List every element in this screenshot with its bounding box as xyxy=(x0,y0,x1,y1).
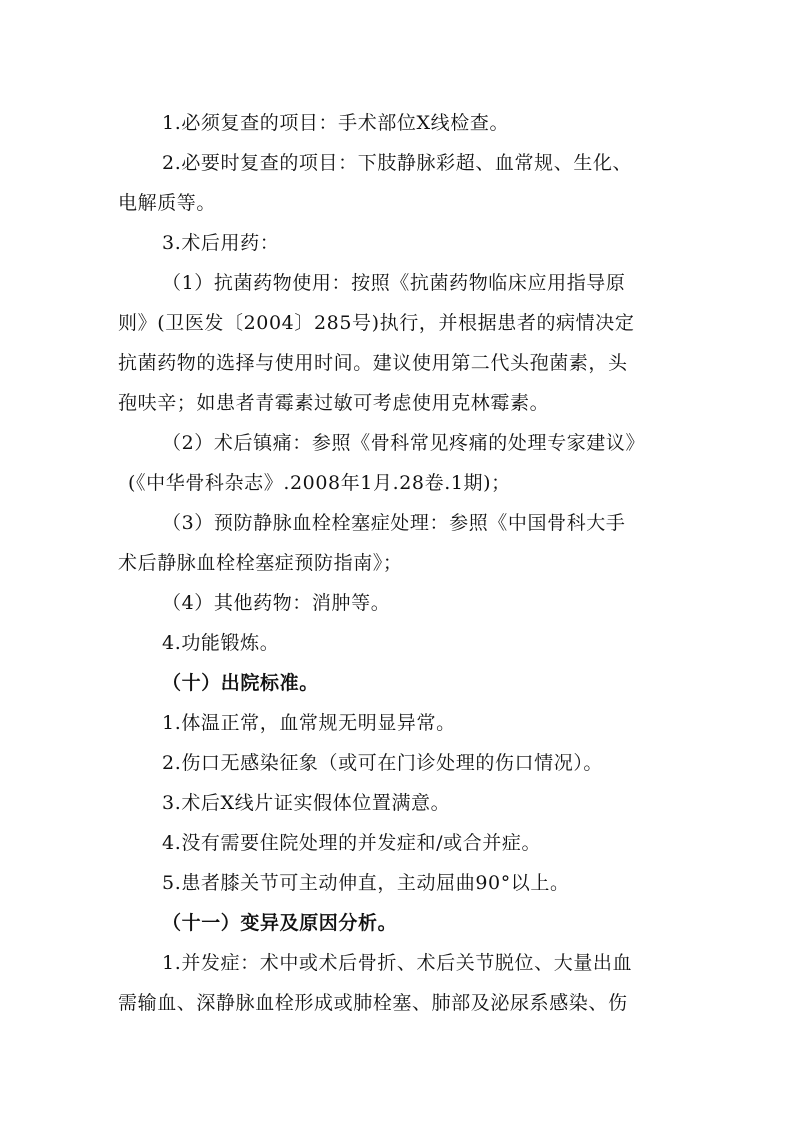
section-heading-variation-analysis: （十一）变异及原因分析。 xyxy=(162,912,398,934)
text-line-discharge-2: 2.伤口无感染征象（或可在门诊处理的伤口情况）。 xyxy=(162,752,604,774)
section-heading-discharge-criteria: （十）出院标准。 xyxy=(162,672,319,694)
text-line-antibiotics-cont-3: 孢呋辛；如患者青霉素过敏可考虑使用克林霉素。 xyxy=(118,392,550,414)
text-line-other-drugs: （4）其他药物：消肿等。 xyxy=(162,592,391,614)
text-line-analgesia-cont: (《中华骨科杂志》.2008年1月.28卷.1期)； xyxy=(128,472,511,494)
text-line-discharge-5: 5.患者膝关节可主动伸直，主动屈曲90°以上。 xyxy=(162,872,570,894)
text-line-recheck-optional-cont: 电解质等。 xyxy=(118,192,217,214)
text-line-discharge-4: 4.没有需要住院处理的并发症和/或合并症。 xyxy=(162,832,542,854)
text-line-postop-medication: 3.术后用药： xyxy=(162,232,280,254)
text-line-recheck-required: 1.必须复查的项目：手术部位X线检查。 xyxy=(162,112,510,134)
text-line-antibiotics-cont-1: 则》(卫医发〔2004〕285号)执行，并根据患者的病情决定 xyxy=(118,312,635,334)
text-line-functional-exercise: 4.功能锻炼。 xyxy=(162,632,280,654)
text-line-analgesia: （2）术后镇痛：参照《骨科常见疼痛的处理专家建议》 xyxy=(162,432,646,454)
text-line-discharge-1: 1.体温正常，血常规无明显异常。 xyxy=(162,712,456,734)
text-line-antibiotics-cont-2: 抗菌药物的选择与使用时间。建议使用第二代头孢菌素，头 xyxy=(118,352,628,374)
text-line-recheck-optional: 2.必要时复查的项目：下肢静脉彩超、血常规、生化、 xyxy=(162,152,633,174)
text-line-vte-prevention-cont: 术后静脉血栓栓塞症预防指南》； xyxy=(118,552,403,574)
text-line-complications-cont: 需输血、深静脉血栓形成或肺栓塞、肺部及泌尿系感染、伤 xyxy=(118,992,628,1014)
text-line-discharge-3: 3.术后X线片证实假体位置满意。 xyxy=(162,792,451,814)
text-line-vte-prevention: （3）预防静脉血栓栓塞症处理：参照《中国骨科大手 xyxy=(162,512,626,534)
text-line-antibiotics: （1）抗菌药物使用：按照《抗菌药物临床应用指导原 xyxy=(162,272,626,294)
text-line-complications: 1.并发症：术中或术后骨折、术后关节脱位、大量出血 xyxy=(162,952,633,974)
